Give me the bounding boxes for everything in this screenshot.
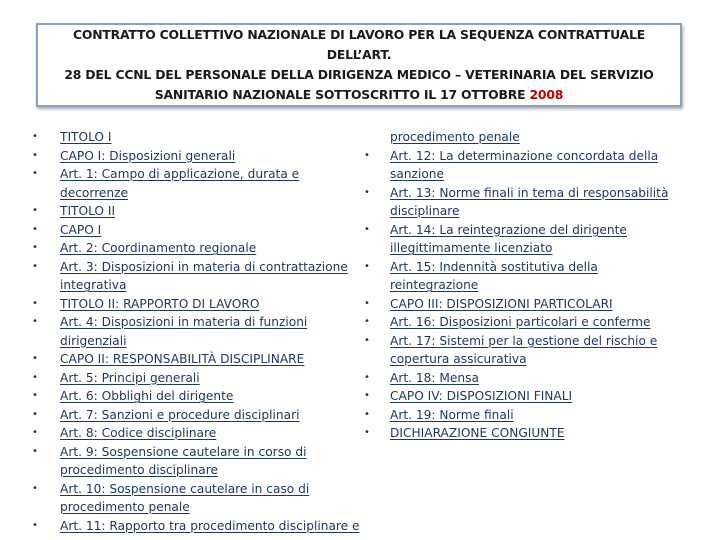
bullet-icon: • (32, 353, 38, 364)
toc-link[interactable]: Art. 18: Mensa (390, 370, 479, 385)
toc-right-column (362, 128, 682, 443)
toc-link[interactable]: CAPO II: RESPONSABILITÀ DISCIPLINARE (60, 352, 305, 366)
bullet-icon: • (32, 149, 38, 161)
bullet-icon: • (32, 223, 38, 235)
toc-link[interactable]: Art. 5: Principi generali (60, 370, 200, 385)
bullet-icon: • (364, 316, 370, 327)
toc-item[interactable] (362, 295, 682, 314)
toc-link[interactable]: CAPO I: Disposizioni generali (60, 148, 236, 163)
bullet-icon: • (32, 371, 38, 383)
title-line-1: CONTRATTO COLLETTIVO NAZIONALE DI LAVORO PER LA SEQUENZA CONTRATTUALE DELL’ART. (73, 27, 645, 62)
bullet-icon: • (32, 297, 38, 309)
toc-item[interactable] (362, 424, 682, 443)
bullet-icon: • (364, 408, 370, 420)
toc-link[interactable]: Art. 8: Codice disciplinare (60, 426, 217, 440)
toc-item[interactable] (362, 387, 682, 406)
toc-link[interactable]: TITOLO I (60, 130, 112, 144)
toc-link[interactable]: Art. 15: Indennità sostitutiva della reintegrazione (390, 259, 598, 292)
toc-link[interactable]: TITOLO II: RAPPORTO DI LAVORO (60, 296, 260, 311)
toc-item[interactable] (30, 295, 370, 314)
toc-link[interactable]: CAPO I (60, 222, 102, 237)
toc-item[interactable] (30, 128, 370, 147)
toc-continuation[interactable] (362, 128, 682, 147)
toc-item[interactable] (30, 258, 370, 295)
toc-item[interactable] (362, 332, 682, 369)
toc-item[interactable] (30, 443, 370, 480)
title-year: 2008 (529, 87, 564, 102)
toc-link[interactable]: Art. 14: La reintegrazione del dirigente illegittimamente licenziato (390, 222, 627, 255)
toc-item[interactable] (362, 221, 682, 258)
bullet-icon: • (364, 427, 370, 438)
bullet-icon: • (364, 186, 370, 198)
bullet-icon: • (32, 205, 38, 216)
bullet-icon: • (364, 223, 370, 235)
toc-item[interactable] (30, 202, 370, 221)
bullet-icon: • (32, 390, 38, 401)
toc-item[interactable] (362, 184, 682, 221)
bullet-icon: • (32, 260, 38, 272)
toc-link[interactable]: Art. 7: Sanzioni e procedure disciplinari (60, 407, 300, 422)
title-line-3: SANITARIO NAZIONALE SOTTOSCRITTO IL 17 OTTOBRE (154, 87, 526, 102)
toc-link[interactable]: Art. 3: Disposizioni in materia di contrattazione integrativa (60, 259, 348, 292)
toc-link[interactable]: Art. 19: Norme finali (390, 407, 514, 422)
toc-item[interactable] (362, 406, 682, 425)
toc-link[interactable]: Art. 12: La determinazione concordata della sanzione (390, 148, 659, 181)
bullet-icon: • (32, 445, 38, 457)
bullet-icon: • (32, 168, 38, 179)
toc-link[interactable]: Art. 17: Sistemi per la gestione del rischio e copertura assicurativa (390, 333, 658, 366)
toc-item[interactable] (362, 313, 682, 332)
toc-item[interactable] (362, 258, 682, 295)
bullet-icon: • (32, 242, 38, 253)
bullet-icon: • (32, 131, 38, 142)
bullet-icon: • (364, 260, 370, 272)
toc-link[interactable]: Art. 4: Disposizioni in materia di funzioni dirigenziali (60, 315, 308, 348)
toc-item[interactable] (30, 221, 370, 240)
toc-left-column (30, 128, 370, 535)
bullet-icon: • (32, 519, 38, 531)
toc-link[interactable]: procedimento penale (390, 130, 520, 144)
bullet-icon: • (364, 297, 370, 309)
toc-item[interactable] (30, 147, 370, 166)
bullet-icon: • (364, 149, 370, 161)
title-box (36, 23, 682, 107)
bullet-icon: • (32, 316, 38, 327)
toc-link[interactable]: Art. 16: Disposizioni particolari e conferme (390, 315, 651, 329)
bullet-icon: • (364, 334, 370, 346)
toc-item[interactable] (30, 239, 370, 258)
toc-item[interactable] (30, 517, 370, 536)
toc-link[interactable]: Art. 9: Sospensione cautelare in corso di procedimento disciplinare (60, 444, 307, 477)
document-title (38, 25, 680, 105)
toc-item[interactable] (30, 406, 370, 425)
toc-item[interactable] (30, 480, 370, 517)
toc-item[interactable] (30, 424, 370, 443)
toc-link[interactable]: Art. 1: Campo di applicazione, durata e decorrenze (60, 167, 300, 200)
title-line-2: 28 DEL CCNL DEL PERSONALE DELLA DIRIGENZA MEDICO – VETERINARIA DEL SERVIZIO (64, 67, 654, 82)
toc-item[interactable] (30, 387, 370, 406)
toc-link[interactable]: Art. 6: Obblighi del dirigente (60, 389, 234, 403)
toc-item[interactable] (30, 313, 370, 350)
bullet-icon: • (32, 408, 38, 420)
toc-link[interactable]: CAPO IV: DISPOSIZIONI FINALI (390, 389, 573, 403)
toc-link[interactable]: DICHIARAZIONE CONGIUNTE (390, 426, 565, 440)
toc-item[interactable] (362, 369, 682, 388)
toc-link[interactable]: Art. 13: Norme finali in tema di responsabilità disciplinare (390, 185, 669, 218)
toc-item[interactable] (30, 165, 370, 202)
bullet-icon: • (364, 371, 370, 383)
toc-link[interactable]: Art. 10: Sospensione cautelare in caso di procedimento penale (60, 481, 310, 514)
bullet-icon: • (32, 427, 38, 438)
toc-item[interactable] (362, 147, 682, 184)
toc-link[interactable]: TITOLO II (60, 204, 116, 218)
toc-link[interactable]: Art. 2: Coordinamento regionale (60, 241, 257, 255)
toc-item[interactable] (30, 369, 370, 388)
toc-item[interactable] (30, 350, 370, 369)
toc-link[interactable]: Art. 11: Rapporto tra procedimento disciplinare e (60, 518, 360, 533)
bullet-icon: • (364, 390, 370, 401)
toc-link[interactable]: CAPO III: DISPOSIZIONI PARTICOLARI (390, 296, 613, 311)
bullet-icon: • (32, 482, 38, 494)
